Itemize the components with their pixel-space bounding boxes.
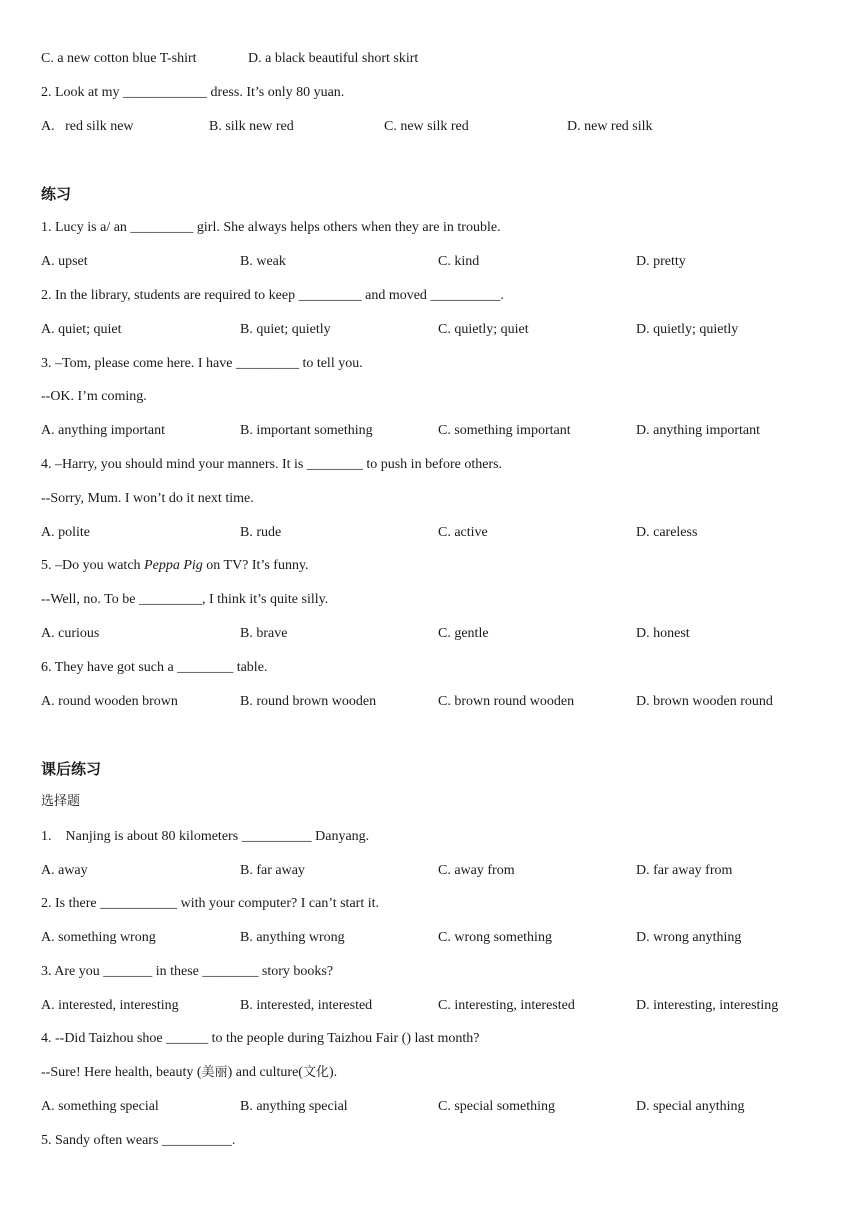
dialogue-reply: --OK. I’m coming. [41,389,147,404]
dialogue-reply: --Well, no. To be _________, I think it’s quite silly. [41,592,329,607]
question-text: 6. They have got such a ________ table. [41,660,268,675]
question-text [41,557,309,575]
option-d: D. careless [636,525,698,540]
dialogue-reply: --Sorry, Mum. I won’t do it next time. [41,491,254,506]
option-a: A. away [41,863,88,878]
title-italic: Peppa Pig [144,558,203,573]
option-d: D. far away from [636,863,733,878]
option-c: C. wrong something [438,930,552,945]
option-a: A. something special [41,1099,159,1114]
option-d: D. brown wooden round [636,694,773,709]
option-a: A. curious [41,626,100,641]
option-d: D. a black beautiful short skirt [248,51,419,66]
question-text: 3. Are you _______ in these ________ story books? [41,964,334,979]
option-d: D. pretty [636,254,686,269]
option-a: A. interested, interesting [41,998,179,1013]
question-text: 2. In the library, students are required to keep _________ and moved __________. [41,288,504,303]
question-text: 5. Sandy often wears __________. [41,1133,236,1148]
option-b: B. weak [240,254,286,269]
question-text: 3. –Tom, please come here. I have _________ to tell you. [41,356,363,371]
option-c: C. quietly; quiet [438,322,529,337]
option-c: C. gentle [438,626,489,641]
option-d: D. interesting, interesting [636,998,779,1013]
gloss-beauty: 美丽 [201,1065,228,1080]
reply-text-end: ). [329,1065,338,1080]
option-c: C. a new cotton blue T-shirt [41,51,197,66]
option-b: B. round brown wooden [240,694,377,709]
option-c: C. interesting, interested [438,998,575,1013]
option-b: B. interested, interested [240,998,373,1013]
question-text: 1. Lucy is a/ an _________ girl. She always helps others when they are in trouble. [41,220,501,235]
dialogue-reply [41,1064,337,1082]
option-b: B. anything special [240,1099,348,1114]
gloss-culture: 文化 [302,1065,329,1080]
question-text: 4. –Harry, you should mind your manners. It is ________ to push in before others. [41,457,503,472]
option-c: C. something important [438,423,571,438]
option-d: D. new red silk [567,119,653,134]
option-c: C. special something [438,1099,556,1114]
option-d: D. special anything [636,1099,745,1114]
section-heading-homework: 课后练习 [41,760,102,778]
option-a: A. something wrong [41,930,156,945]
option-b: B. anything wrong [240,930,345,945]
option-c: C. active [438,525,488,540]
option-d: D. wrong anything [636,930,742,945]
option-a: A. upset [41,254,88,269]
section-subheading: 选择题 [41,794,81,809]
question-text: 4. --Did Taizhou shoe ______ to the people during Taizhou Fair () last month? [41,1031,480,1046]
option-d: D. quietly; quietly [636,322,739,337]
question-text: 2. Look at my ____________ dress. It’s only 80 yuan. [41,85,345,100]
option-b: B. rude [240,525,282,540]
reply-text-start: --Sure! Here health, beauty ( [41,1065,202,1080]
section-heading-practice: 练习 [41,185,72,203]
question-text-end: on TV? It’s funny. [202,558,309,573]
option-b: B. far away [240,863,305,878]
option-b: B. silk new red [209,119,294,134]
option-a: A. quiet; quiet [41,322,122,337]
question-text-start: 5. –Do you watch [41,558,145,573]
option-a: A. red silk new [41,119,134,134]
option-c: C. away from [438,863,515,878]
question-text: 1. Nanjing is about 80 kilometers __________ Danyang. [41,829,370,844]
option-a: A. anything important [41,423,166,438]
option-a: A. polite [41,525,90,540]
option-c: C. brown round wooden [438,694,575,709]
option-b: B. brave [240,626,288,641]
reply-text-middle: ) and culture( [227,1065,303,1080]
option-c: C. kind [438,254,480,269]
question-text: 2. Is there ___________ with your computer? I can’t start it. [41,896,379,911]
option-c: C. new silk red [384,119,469,134]
option-a: A. round wooden brown [41,694,178,709]
option-b: B. quiet; quietly [240,322,331,337]
option-d: D. anything important [636,423,761,438]
option-d: D. honest [636,626,690,641]
option-b: B. important something [240,423,373,438]
